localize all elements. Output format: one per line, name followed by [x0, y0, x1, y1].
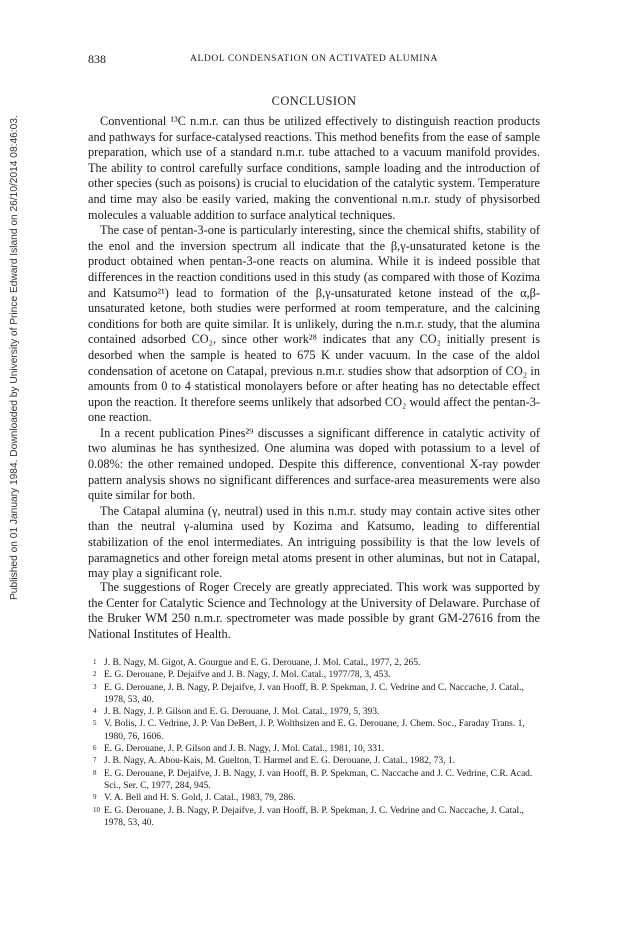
reference-number: 6	[93, 744, 97, 753]
running-title: ALDOL CONDENSATION ON ACTIVATED ALUMINA	[190, 53, 438, 64]
reference-number: 1	[93, 658, 97, 666]
acknowledgement: The suggestions of Roger Crecely are greatly appreciated. This work was supported by the Center for Catalytic Science and Technology at the University of Delaware. Purchase of the Bruker WM 250 n.m.r. spectrometer was made possible by grant GM-27616 from the National Institutes of Health.	[88, 580, 540, 641]
page-number: 838	[88, 52, 106, 66]
reference-item	[93, 755, 540, 767]
page-header	[88, 52, 540, 68]
reference-number: 4	[93, 707, 97, 716]
paragraph: Conventional ¹³C n.m.r. can thus be utilized effectively to distinguish reaction products and pathways for surface-catalysed reactions. This method benefits from the ease of sample preparation, which use of a standard n.m.r. tube attached to a vacuum manifold provides. The ability to control carefully surface conditions, sample loading and the introduction of other species (such as poisons) is crucial to elucidation of the catalytic system. Temperature and time may also be easily varied, making the conventional n.m.r. study of physisorbed molecules a valuable addition to surface analytical techniques.	[88, 114, 540, 222]
section-heading: CONCLUSION	[271, 94, 357, 108]
reference-item	[93, 657, 540, 669]
paragraph: The case of pentan-3-one is particularly interesting, since the chemical shifts, stability of the enol and the inversion spectrum all indicate that the β,γ-unsaturated ketone is the product obtained when pentan-3-one reacts on alumina. While it is indeed possible that differences in the reaction conditions used in this study (as compared with those of Kozima and Katsumo²¹) lead to formation of the β,γ-unsaturated ketone instead of the α,β-unsaturated ketone, both studies were performed at room temperature, and the calcining conditions for both are quite similar. It is unlikely, during the n.m.r. study, that the alumina contained adsorbed CO₂, since other work²⁸ indicates that any CO₂ initially present is desorbed when the sample is heated to 675 K under vacuum. In the case of the aldol condensation of acetone on Catapal, previous n.m.r. studies show that adsorption of CO₂ in amounts from 0 to 4 statistical monolayers before or after heating has no detectable effect upon the reaction. It therefore seems unlikely that adsorbed CO₂ would affect the pentan-3-one reaction.	[88, 223, 540, 425]
reference-number: 9	[93, 793, 97, 802]
reference-number: 7	[93, 756, 97, 765]
reference-item	[93, 669, 540, 681]
reference-item	[93, 718, 540, 743]
paragraph: The Catapal alumina (γ, neutral) used in this n.m.r. study may contain active sites other than the neutral γ-alumina used by Kozima and Katsumo, leading to differential stabilization of the enol intermediates. An intriguing possibility is that the low levels of paramagnetics and other foreign metal atoms present in other aluminas, but not in Catapal, may play a significant role.	[88, 503, 540, 581]
reference-list	[93, 657, 540, 829]
reference-text: E. G. Derouane, J. B. Nagy, P. Dejaifve, J. van Hooff, B. P. Spekman, J. C. Vedrine and C. Naccache, J. Catal., 1978, 53, 40.	[104, 682, 524, 705]
reference-text: J. B. Nagy, J. P. Gilson and E. G. Derouane, J. Mol. Catal., 1979, 5, 393.	[104, 707, 380, 718]
paragraph: In a recent publication Pines²⁹ discusses a significant difference in catalytic activity of two aluminas he has synthesized. One alumina was doped with potassium to a level of 0.08%: the other remained undoped. Despite this difference, conventional X-ray powder pattern analysis shows no significant differences and surface-area measurements were also quite similar for both.	[88, 425, 540, 503]
reference-item	[93, 805, 540, 830]
reference-number: 10	[93, 805, 100, 814]
reference-number: 8	[93, 768, 97, 777]
reference-text: E. G. Derouane, J. P. Gilson and J. B. Nagy, J. Mol. Catal., 1981, 10, 331.	[104, 744, 385, 755]
reference-text: E. G. Derouane, P. Dejaifve, J. B. Nagy, J. van Hooff, B. P. Spekman, C. Naccache and J. C. Vedrine, C.R. Acad. Sci., Ser. C, 1977, 284, 945.	[104, 768, 533, 791]
reference-number: 5	[93, 719, 97, 728]
reference-item	[93, 706, 540, 718]
reference-text: J. B. Nagy, M. Gigot, A. Gourgue and E. G. Derouane, J. Mol. Catal., 1977, 2, 265.	[104, 658, 421, 668]
reference-item	[93, 768, 540, 793]
conclusion-body	[88, 114, 540, 582]
download-watermark	[9, 115, 23, 600]
reference-item	[93, 743, 540, 755]
reference-number: 3	[93, 682, 97, 691]
reference-item	[93, 792, 540, 804]
download-watermark-text: Published on 01 January 1984. Downloaded by University of Prince Edward Island on 26/10/2014 08:46:03.	[9, 115, 20, 600]
reference-text: V. A. Bell and H. S. Gold, J. Catal., 1983, 79, 286.	[104, 793, 296, 804]
reference-text: J. B. Nagy, A. Abou-Kais, M. Guelton, T. Harmel and E. G. Derouane, J. Catal., 1982, 73, 1.	[104, 756, 456, 767]
reference-text: E. G. Derouane, J. B. Nagy, P. Dejaifve, J. van Hooff, B. P. Spekman, J. C. Vedrine and C. Naccache, J. Catal., 1978, 53, 40.	[104, 805, 524, 828]
reference-item	[93, 682, 540, 707]
reference-text: V. Bolis, J. C. Vedrine, J. P. Van DeBert, J. P. Wolthsizen and E. G. Derouane, J. Chem. Soc., Faraday Trans. 1, 1980, 76, 1606.	[104, 719, 525, 742]
reference-text: E. G. Derouane, P. Dejaifve and J. B. Nagy, J. Mol. Catal., 1977/78, 3, 453.	[104, 670, 391, 681]
reference-number: 2	[93, 670, 97, 679]
